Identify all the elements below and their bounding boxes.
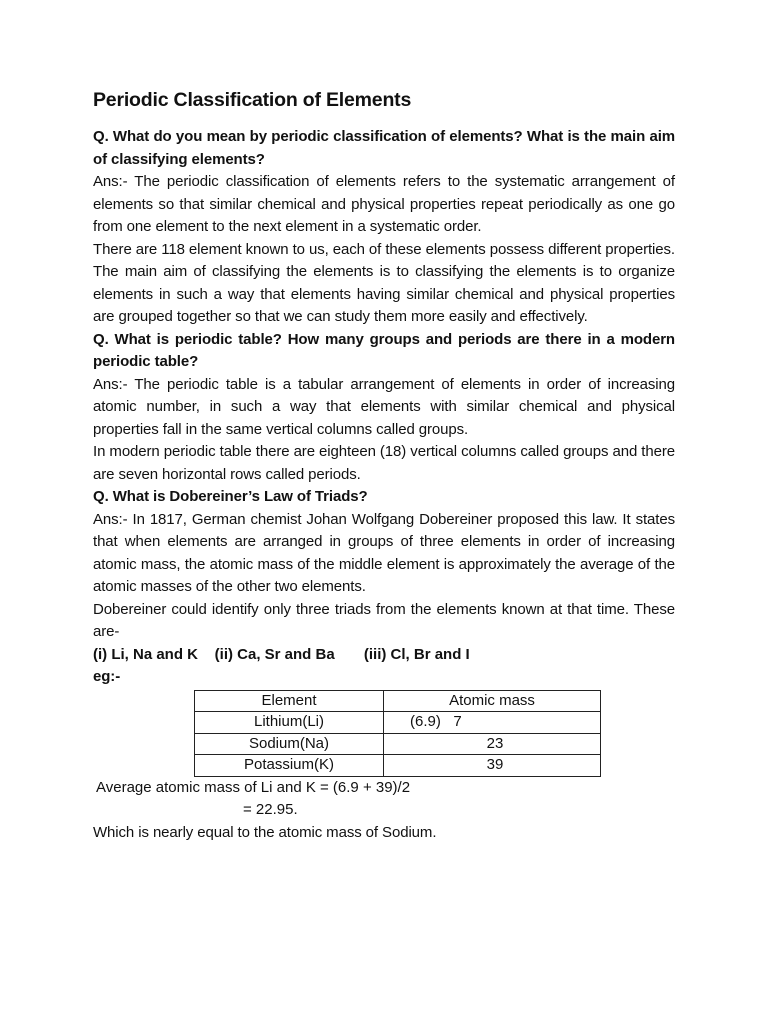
table-header-cell: Atomic mass (384, 690, 601, 712)
document-page (93, 86, 675, 844)
answer-3-paragraph-2: Dobereiner could identify only three triads from the elements known at that time. These are- (93, 600, 675, 640)
table-row (195, 712, 601, 734)
answer-2-paragraph-1: Ans:- The periodic table is a tabular arrangement of elements in order of increasing atomic number, in such a way that elements with similar chemical and physical properties fall in the same vertical columns called groups. (93, 375, 675, 438)
atomic-mass-table (194, 690, 601, 777)
table-cell-element: Sodium(Na) (195, 733, 384, 755)
table-row (195, 755, 601, 777)
conclusion: Which is nearly equal to the atomic mass of Sodium. (93, 823, 437, 841)
table-cell-element: Potassium(K) (195, 755, 384, 777)
triads-list: (i) Li, Na and K (ii) Ca, Sr and Ba (iii) Cl, Br and I (93, 645, 470, 663)
question-1: Q. What do you mean by periodic classification of elements? What is the main aim of classifying elements? (93, 128, 675, 168)
average-formula: Average atomic mass of Li and K = (6.9 + 39)/2 (96, 778, 411, 796)
question-2: Q. What is periodic table? How many groups and periods are there in a modern periodic table? (93, 330, 675, 370)
table-row (195, 733, 601, 755)
table-cell-mass: (6.9) 7 (384, 712, 601, 734)
average-result: = 22.95. (243, 801, 298, 818)
answer-2-paragraph-2: In modern periodic table there are eighteen (18) vertical columns called groups and there are seven horizontal rows called periods. (93, 443, 675, 483)
question-3: Q. What is Dobereiner’s Law of Triads? (93, 488, 368, 505)
answer-3-paragraph-1: Ans:- In 1817, German chemist Johan Wolfgang Dobereiner proposed this law. It states that when elements are arranged in groups of three elements in order of increasing atomic mass, the atomic mass of the middle element is approximately the average of the atomic masses of the other two elements. (93, 510, 675, 595)
table-cell-mass: 23 (384, 733, 601, 755)
page-title: Periodic Classification of Elements (93, 89, 412, 111)
table-cell-element: Lithium(Li) (195, 712, 384, 734)
table-header-row (195, 690, 601, 712)
answer-1-paragraph-1: Ans:- The periodic classification of elements refers to the systematic arrangement of elements so that similar chemical and physical properties repeat periodically as one go from one element to the next element in a systematic order. (93, 173, 675, 235)
example-label: eg:- (93, 668, 121, 685)
answer-1-paragraph-2: There are 118 element known to us, each of these elements possess different properties. The main aim of classifying the elements is to classifying the elements is to organize elements in such a way that elements having similar chemical and physical properties are grouped together so that we can study them more easily and effectively. (93, 240, 675, 325)
table-header-cell: Element (195, 690, 384, 712)
table-cell-mass: 39 (384, 755, 601, 777)
